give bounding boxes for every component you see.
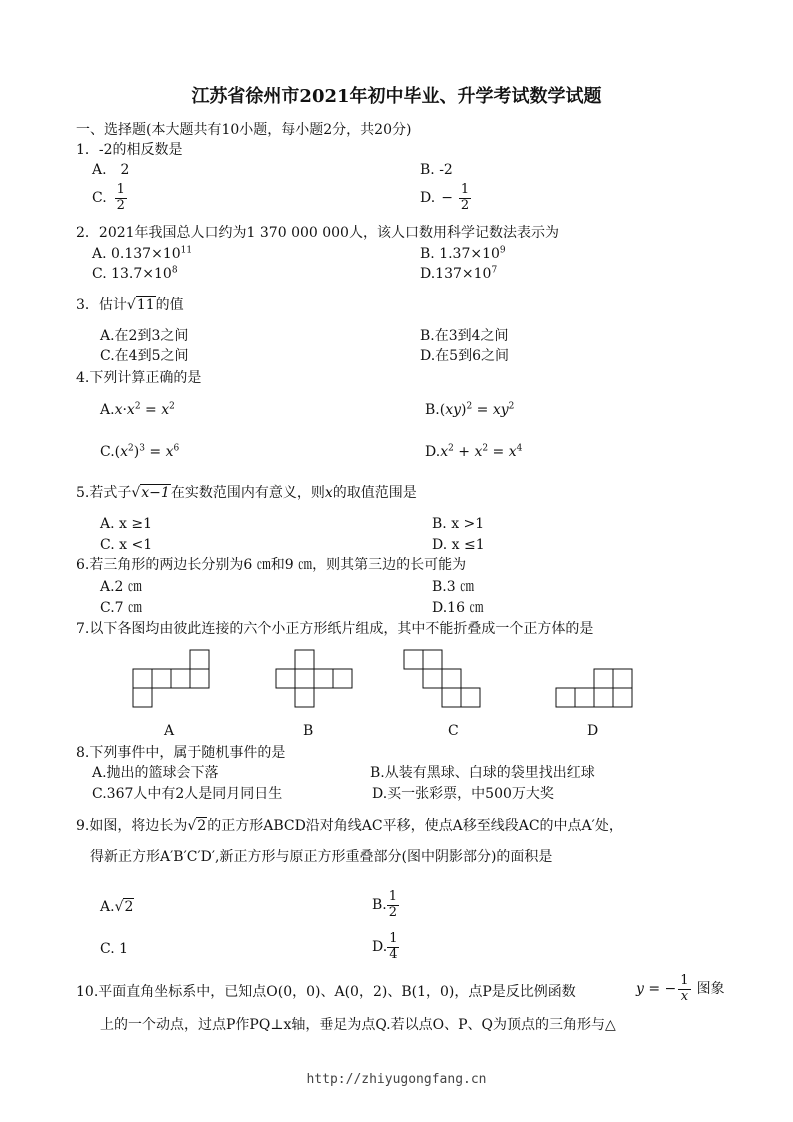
q4-option-c: $C.(x^2)^3 = x^6$ xyxy=(100,443,180,460)
cube-net-d-figure xyxy=(556,669,634,709)
q2-option-b: B. $1.37\times 10^9$ xyxy=(420,245,506,262)
q4-option-b: $B.(xy)^2 = xy^2$ xyxy=(425,401,515,418)
q3-option-c: C.在4到5之间 xyxy=(100,348,189,364)
q3-option-d: D.在5到6之间 xyxy=(420,348,509,364)
q6-option-a: A.2 ㎝ xyxy=(100,579,142,595)
q3-stem: 3．估计√11的值 xyxy=(76,297,184,313)
q5-option-c: C. x <1 xyxy=(100,537,153,553)
cube-net-label-c: C xyxy=(448,723,459,739)
q9-option-c: C. 1 xyxy=(100,941,129,957)
q5-option-b: B. x >1 xyxy=(432,516,485,532)
q5-stem: 5.若式子√x−1在实数范围内有意义，则x的取值范围是 xyxy=(76,485,417,501)
footer-url[interactable]: http://zhiyugongfang.cn xyxy=(306,1072,487,1087)
q10-stem-line1: 10.平面直角坐标系中，已知点O(0，0)、A(0，2)、B(1，0)，点P是反比例函数 xyxy=(76,984,576,1000)
q8-stem: 8.下列事件中，属于随机事件的是 xyxy=(76,745,286,761)
q1-option-c: C. $\frac{1}{2}$ xyxy=(92,182,125,213)
q5-option-d: D. x ≤1 xyxy=(432,537,485,553)
q6-stem: 6.若三角形的两边长分别为6 ㎝和9 ㎝，则其第三边的长可能为 xyxy=(76,557,467,573)
q1-option-d: D. − $\frac{1}{2}$ xyxy=(420,182,470,213)
q5-option-a: A. x ≥1 xyxy=(100,516,152,532)
q9-option-a: A.√2 xyxy=(100,899,134,915)
q4-option-d: $D.x^2 + x^2 = x^4$ xyxy=(425,443,523,460)
q2-option-d: $D.137\times 10^7$ xyxy=(420,265,498,282)
q2-option-c: C. $13.7\times 10^8$ xyxy=(92,265,178,282)
q9-stem-line1: 9.如图，将边长为√2的正方形ABCD沿对角线AC平移，使点A移至线段AC的中点A′处， xyxy=(76,818,623,834)
fraction: $\frac{1}{4}$ xyxy=(389,931,398,962)
q9-stem-line2: 得新正方形A′B′C′D′,新正方形与原正方形重叠部分(图中阴影部分)的面积是 xyxy=(90,849,553,865)
page-title: 江苏省徐州市2021年初中毕业、升学考试数学试题 xyxy=(191,86,602,107)
q6-option-d: D.16 ㎝ xyxy=(432,600,484,616)
fraction: $\frac{1}{2}$ xyxy=(460,182,470,213)
q1-option-a: A. 2 xyxy=(92,162,130,178)
q10-function: y = − $\frac{1}{x}$ 图象 xyxy=(636,973,725,1004)
q6-option-b: B.3 ㎝ xyxy=(432,579,475,595)
q7-stem: 7.以下各图均由彼此连接的六个小正方形纸片组成，其中不能折叠成一个正方体的是 xyxy=(76,621,594,637)
q2-stem: 2．2021年我国总人口约为1 370 000 000人，该人口数用科学记数法表示为 xyxy=(76,225,559,241)
q2-option-a: A. $0.137\times 10^{11}$ xyxy=(92,245,193,262)
fraction: $\frac{1}{x}$ xyxy=(680,973,689,1004)
q8-option-b: B.从装有黑球、白球的袋里找出红球 xyxy=(370,765,595,781)
cube-net-label-a: A xyxy=(164,723,175,739)
q1-stem: 1．-2的相反数是 xyxy=(76,142,183,158)
q4-option-a: $A.x\cdot x^2 = x^2$ xyxy=(100,401,175,418)
cube-net-label-b: B xyxy=(303,723,314,739)
q8-option-d: D.买一张彩票，中500万大奖 xyxy=(372,786,554,802)
q3-option-b: B.在3到4之间 xyxy=(420,328,509,344)
q9-option-d: D. $\frac{1}{4}$ xyxy=(372,931,398,962)
cube-net-b-figure xyxy=(276,650,354,710)
q4-stem: 4.下列计算正确的是 xyxy=(76,370,202,386)
section-heading: 一、选择题(本大题共有10小题，每小题2分，共20分) xyxy=(76,122,412,138)
q10-stem-line2: 上的一个动点，过点P作PQ⊥x轴，垂足为点Q.若以点O、P、Q为顶点的三角形与△ xyxy=(100,1017,616,1033)
fraction: $\frac{1}{2}$ xyxy=(116,182,125,213)
q8-option-c: C.367人中有2人是同月同日生 xyxy=(92,786,283,802)
q8-option-a: A.抛出的篮球会下落 xyxy=(92,765,219,781)
q6-option-c: C.7 ㎝ xyxy=(100,600,143,616)
q9-option-b: B. $\frac{1}{2}$ xyxy=(372,889,398,920)
cube-net-a-figure xyxy=(133,650,211,710)
fraction: $\frac{1}{2}$ xyxy=(388,889,398,920)
cube-net-c-figure xyxy=(404,650,482,710)
q1-option-b: B. -2 xyxy=(420,162,453,178)
cube-net-label-d: D xyxy=(587,723,599,739)
q3-option-a: A.在2到3之间 xyxy=(100,328,189,344)
